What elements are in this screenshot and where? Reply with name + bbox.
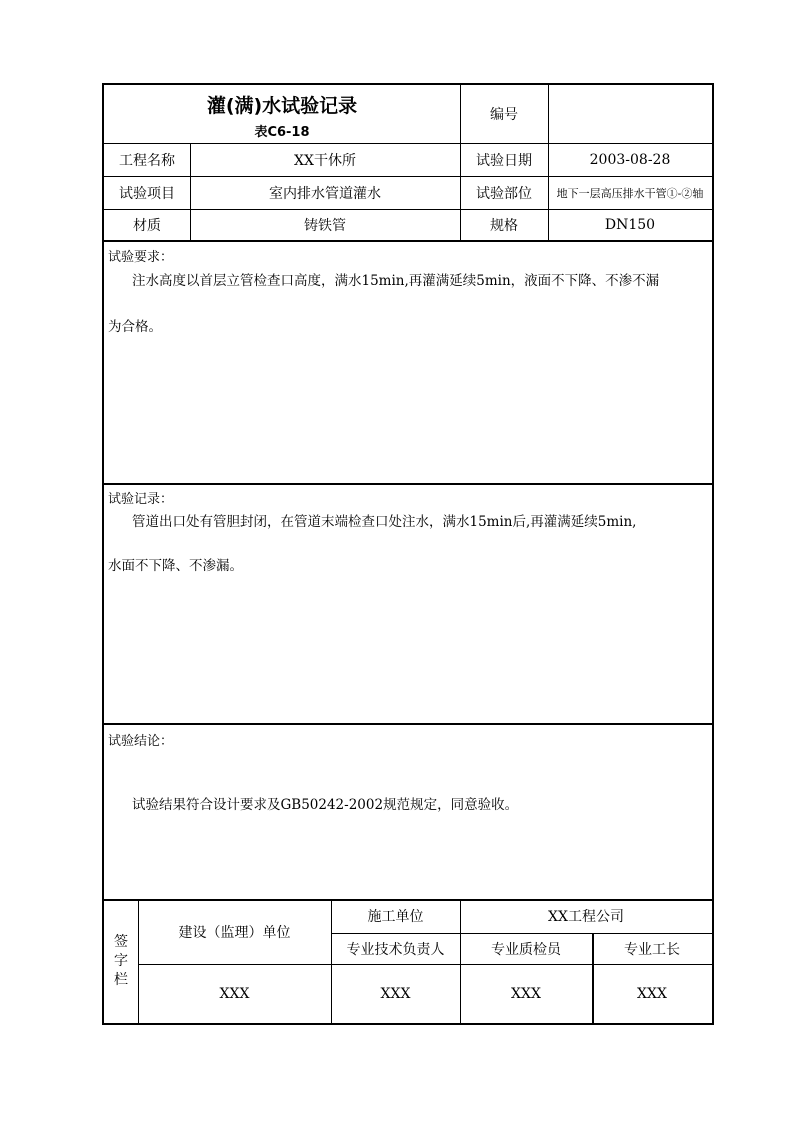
- tech-lead-label: 专业技术负责人: [346, 941, 445, 958]
- number-label: 编号: [490, 107, 518, 123]
- record-line-1: 管道出口处有管胆封闭，在管道末端检查口处注水，满水15min后,再灌满延续5min,: [132, 514, 637, 530]
- tech-lead-signature: XXX: [380, 985, 411, 1002]
- requirements-line-1: 注水高度以首层立管检查口高度，满水15min,再灌满延续5min，液面不下降、不渗不漏: [132, 273, 660, 289]
- record-heading: 试验记录：: [108, 492, 174, 507]
- form-code: 表C6-18: [254, 124, 310, 140]
- spec-value: DN150: [604, 216, 656, 233]
- row-divider: [104, 240, 712, 242]
- foreman-label: 专业工长: [624, 941, 680, 958]
- row-divider: [104, 723, 712, 725]
- conclusion-line-1: 试验结果符合设计要求及GB50242-2002规范规定，同意验收。: [132, 797, 519, 813]
- test-date-value: 2003-08-28: [589, 151, 671, 168]
- requirements-line-2: 为合格。: [108, 319, 162, 335]
- material-label: 材质: [133, 217, 161, 234]
- spec-label: 规格: [490, 217, 518, 234]
- owner-unit-label: 建设（监理）单位: [178, 924, 291, 941]
- form-title-block: [104, 85, 460, 143]
- signature-column-label: [104, 899, 138, 1023]
- signature-column-text: 签字栏: [114, 933, 128, 988]
- qc-inspector-signature: XXX: [511, 985, 541, 1002]
- test-item-label: 试验项目: [119, 185, 175, 202]
- form-title: 灌(满)水试验记录: [206, 94, 358, 117]
- row-divider: [104, 483, 712, 485]
- test-item-value: 室内排水管道灌水: [269, 185, 381, 202]
- test-location-label: 试验部位: [476, 185, 532, 202]
- project-name-value: XX干休所: [294, 152, 356, 169]
- test-location-value: 地下一层高压排水干管①-②轴: [556, 186, 704, 200]
- test-date-label: 试验日期: [476, 152, 532, 169]
- project-name-label: 工程名称: [119, 152, 175, 169]
- material-value: 铸铁管: [304, 217, 346, 234]
- test-record-form: [102, 83, 714, 1025]
- owner-signature: XXX: [219, 985, 250, 1002]
- record-line-2: 水面不下降、不渗漏。: [108, 558, 243, 574]
- number-value: [548, 85, 712, 143]
- qc-inspector-label: 专业质检员: [491, 941, 561, 958]
- foreman-signature: XXX: [637, 985, 667, 1002]
- contractor-label: 施工单位: [367, 909, 424, 925]
- requirements-heading: 试验要求：: [108, 250, 174, 265]
- conclusion-heading: 试验结论：: [108, 734, 174, 749]
- contractor-value: XX工程公司: [548, 909, 624, 925]
